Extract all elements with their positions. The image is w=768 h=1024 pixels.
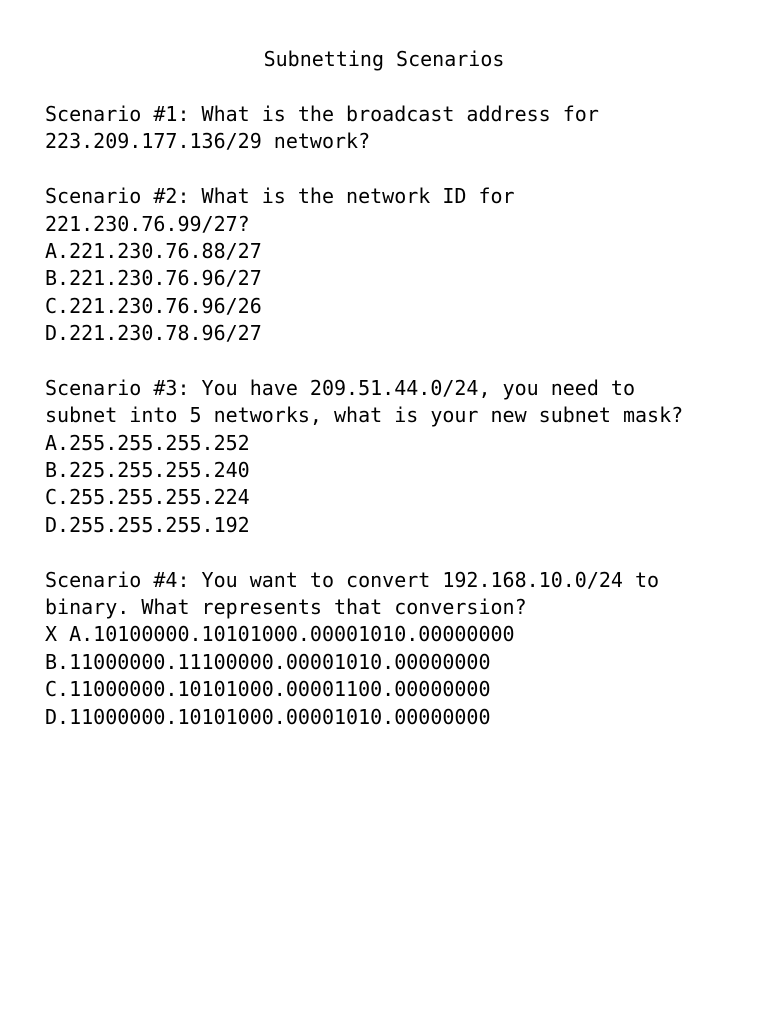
scenario-4-option-c: C.11000000.10101000.00001100.00000000 (45, 677, 491, 702)
page-title: Subnetting Scenarios (263, 47, 505, 71)
scenario-2 (45, 183, 745, 347)
document-body (45, 101, 745, 758)
scenario-2-question-line-1: Scenario #2: What is the network ID for (45, 184, 515, 209)
scenario-4-question-line-2: binary. What represents that conversion? (45, 595, 527, 620)
scenario-4-option-d: D.11000000.10101000.00001010.00000000 (45, 704, 491, 729)
scenario-3-question-line-2: subnet into 5 networks, what is your new subnet mask? (45, 403, 684, 428)
scenario-2-option-c: C.221.230.76.96/26 (45, 293, 262, 318)
scenario-3-option-b: B.225.255.255.240 (45, 458, 250, 483)
scenario-4-option-a: X A.10100000.10101000.00001010.00000000 (45, 622, 515, 647)
scenario-2-option-a: A.221.230.76.88/27 (45, 238, 262, 263)
scenario-3-option-c: C.255.255.255.224 (45, 485, 250, 510)
scenario-4-option-b: B.11000000.11100000.00001010.00000000 (45, 649, 491, 674)
scenario-4-question-line-1: Scenario #4: You want to convert 192.168.10.0/24 to (45, 567, 660, 592)
scenario-3 (45, 375, 745, 539)
scenario-1-question-line-1: Scenario #1: What is the broadcast address for (45, 102, 599, 126)
scenario-4 (45, 567, 745, 731)
scenario-1 (45, 101, 745, 156)
scenario-2-option-b: B.221.230.76.96/27 (45, 266, 262, 291)
scenario-2-question-line-2: 221.230.76.99/27? (45, 211, 250, 236)
scenario-3-option-d: D.255.255.255.192 (45, 512, 250, 537)
scenario-3-option-a: A.255.255.255.252 (45, 430, 250, 455)
scenario-3-question-line-1: Scenario #3: You have 209.51.44.0/24, you need to (45, 375, 636, 400)
scenario-2-option-d: D.221.230.78.96/27 (45, 321, 262, 346)
scenario-1-question-line-2: 223.209.177.136/29 network? (45, 129, 371, 154)
